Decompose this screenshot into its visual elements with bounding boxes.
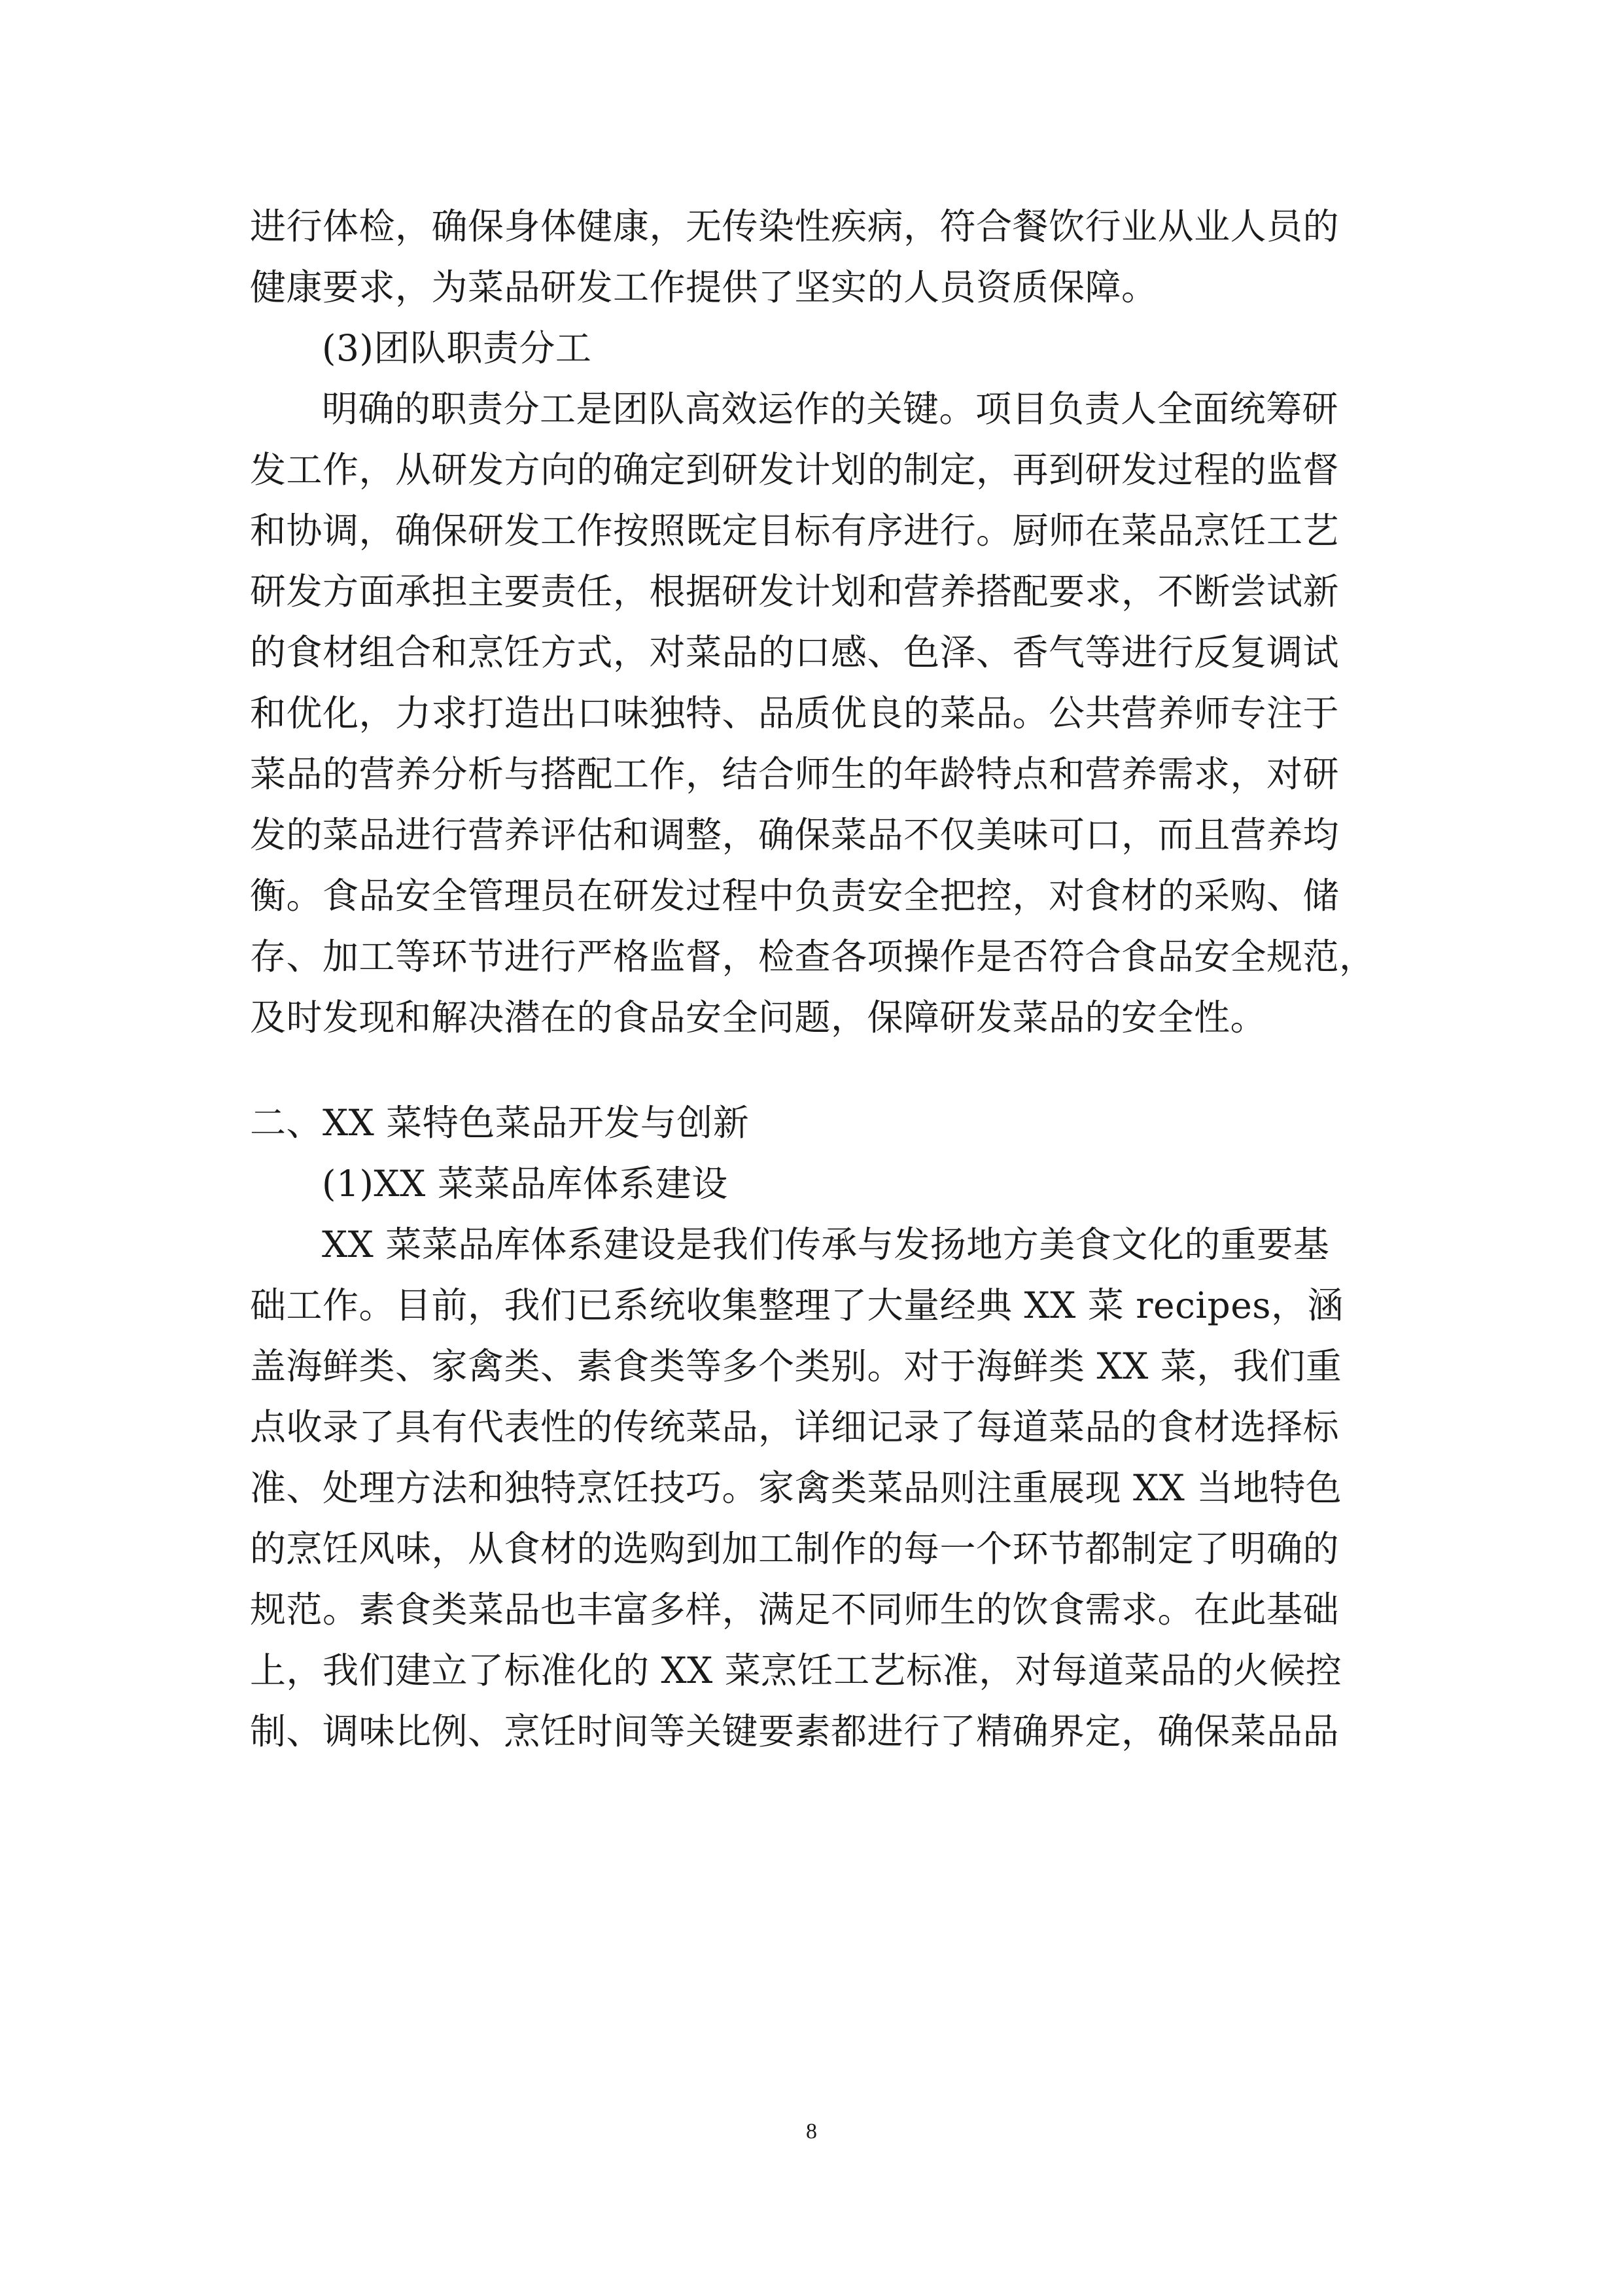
section-heading xyxy=(250,1093,1383,1154)
text-line: 发的菜品进行营养评估和调整，确保菜品不仅美味可口，而且营养均 xyxy=(250,814,1340,856)
text-line: 健康要求，为菜品研发工作提供了坚实的人员资质保障。 xyxy=(250,266,1158,308)
text-line: 及时发现和解决潜在的食品安全问题，保障研发菜品的安全性。 xyxy=(250,997,1267,1038)
subheading-text: (1)XX 菜菜品库体系建设 xyxy=(322,1163,728,1205)
text-line: 准、处理方法和独特烹饪技巧。家禽类菜品则注重展现 XX 当地特色 xyxy=(250,1467,1342,1509)
subheading xyxy=(250,1154,1383,1214)
text-line: 菜品的营养分析与搭配工作，结合师生的年龄特点和营养需求，对研 xyxy=(250,753,1340,795)
text-line: 制、调味比例、烹饪时间等关键要素都进行了精确界定，确保菜品品 xyxy=(250,1710,1340,1752)
text-line: 存、加工等环节进行严格监督，检查各项操作是否符合食品安全规范， xyxy=(250,936,1376,978)
text-line: 明确的职责分工是团队高效运作的关键。项目负责人全面统筹研 xyxy=(322,388,1339,430)
text-line: 和优化，力求打造出口味独特、品质优良的菜品。公共营养师专注于 xyxy=(250,692,1340,734)
subheading-text: (3)团队职责分工 xyxy=(322,327,592,369)
text-line: 和协调，确保研发工作按照既定目标有序进行。厨师在菜品烹饪工艺 xyxy=(250,510,1340,552)
paragraph xyxy=(250,196,1383,318)
section-heading-text: 二、XX 菜特色菜品开发与创新 xyxy=(250,1102,750,1144)
text-line: 上，我们建立了标准化的 XX 菜烹饪工艺标准，对每道菜品的火候控 xyxy=(250,1650,1342,1691)
text-line: 的烹饪风味，从食材的选购到加工制作的每一个环节都制定了明确的 xyxy=(250,1528,1340,1570)
text-line: 的食材组合和烹饪方式，对菜品的口感、色泽、香气等进行反复调试 xyxy=(250,631,1340,673)
text-line: 点收录了具有代表性的传统菜品，详细记录了每道菜品的食材选择标 xyxy=(250,1406,1340,1448)
text-line: 础工作。目前，我们已系统收集整理了大量经典 XX 菜 recipes，涵 xyxy=(250,1284,1344,1326)
text-line: 进行体检，确保身体健康，无传染性疾病，符合餐饮行业从业人员的 xyxy=(250,205,1340,247)
page-body xyxy=(250,196,1383,1762)
text-line: 发工作，从研发方向的确定到研发计划的制定，再到研发过程的监督 xyxy=(250,449,1340,491)
text-line: 盖海鲜类、家禽类、素食类等多个类别。对于海鲜类 XX 菜，我们重 xyxy=(250,1345,1342,1387)
page-number: 8 xyxy=(806,2119,817,2144)
text-line: 衡。食品安全管理员在研发过程中负责安全把控，对食材的采购、储 xyxy=(250,875,1340,917)
paragraph xyxy=(250,1214,1383,1762)
text-line: 规范。素食类菜品也丰富多样，满足不同师生的饮食需求。在此基础 xyxy=(250,1589,1340,1631)
paragraph xyxy=(250,379,1383,1048)
text-line: XX 菜菜品库体系建设是我们传承与发扬地方美食文化的重要基 xyxy=(322,1224,1330,1265)
text-line: 研发方面承担主要责任，根据研发计划和营养搭配要求，不断尝试新 xyxy=(250,571,1340,612)
subheading xyxy=(250,318,1383,379)
